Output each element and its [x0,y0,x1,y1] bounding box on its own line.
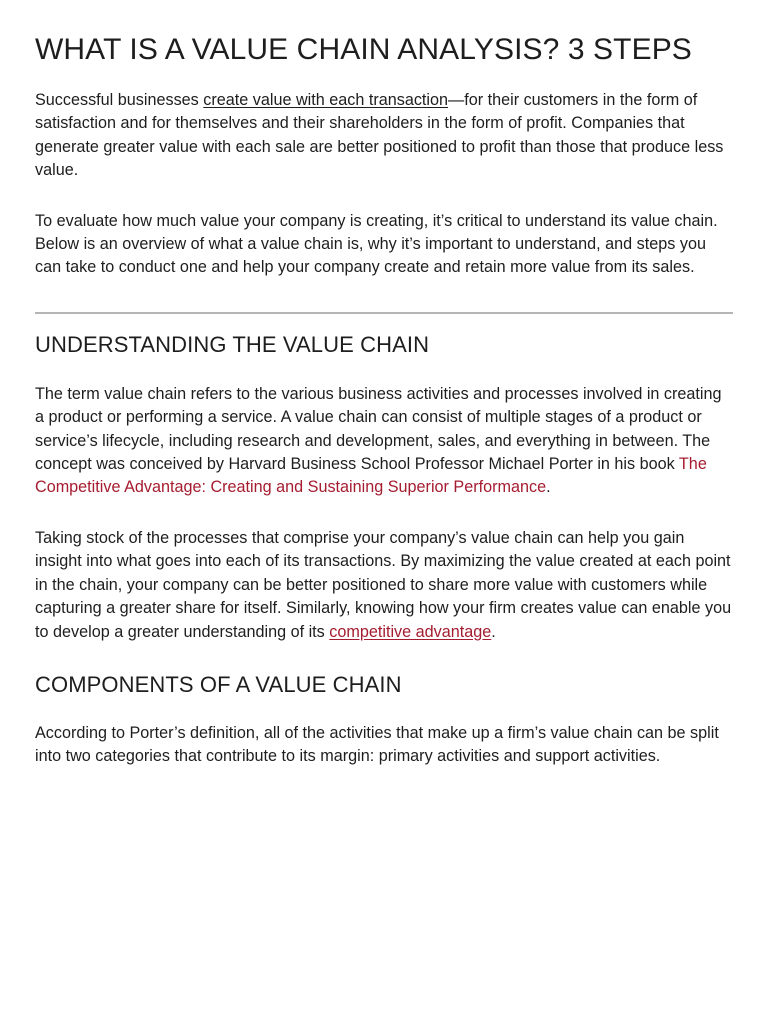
competitive-advantage-link[interactable]: competitive advantage [329,622,492,641]
section-heading-understanding: UNDERSTANDING THE VALUE CHAIN [35,331,430,357]
understanding-paragraph-1 [35,383,733,500]
page-title: WHAT IS A VALUE CHAIN ANALYSIS? 3 STEPS [35,33,692,66]
intro-paragraph-1 [35,89,733,183]
section-divider [35,312,733,314]
understanding-paragraph-2-text-end: . [491,622,496,641]
intro-paragraph-1-text-start: Successful businesses [35,91,204,109]
understanding-paragraph-2 [35,527,733,644]
section-heading-components: COMPONENTS OF A VALUE CHAIN [35,671,402,697]
understanding-paragraph-2-text-start: Taking stock of the processes that comprise your company’s value chain can help you gain insight into what goes into each of its transactions. By maximizing the value created at each point in the chain, your company can be better positioned to share more value with customers while capturing a greater share for itself. Similarly, knowing how your firm creates value can enable you to develop a greater understanding of its [35,528,732,641]
understanding-paragraph-1-text-start: The term value chain refers to the various business activities and processes involved in creating a product or performing a service. A value chain can consist of multiple stages of a product or service’s lifecycle, including research and development, sales, and everything in between. The concept was conceived by Harvard Business School Professor Michael Porter in his book [35,384,722,474]
understanding-paragraph-1-text-end: . [546,478,551,497]
components-paragraph-1: According to Porter’s definition, all of the activities that make up a firm’s value chain can be split into two categories that contribute to its margin: primary activities and support activities. [35,723,719,766]
intro-paragraph-2: To evaluate how much value your company is creating, it’s critical to understand its value chain. Below is an overview of what a value chain is, why it’s important to understand, and steps you can take to conduct one and help your company create and retain more value from its sales. [35,211,718,277]
intro-paragraph-1-text-end: —for their customers in the form of satisfaction and for themselves and their shareholders in the form of profit. Companies that generate greater value with each sale are better positioned to profit than those that produce less value. [35,91,724,180]
create-value-link[interactable]: create value with each transaction [203,91,449,109]
competitive-advantage-book-link[interactable]: The Competitive Advantage: Creating and Sustaining Superior Performance [35,455,707,497]
